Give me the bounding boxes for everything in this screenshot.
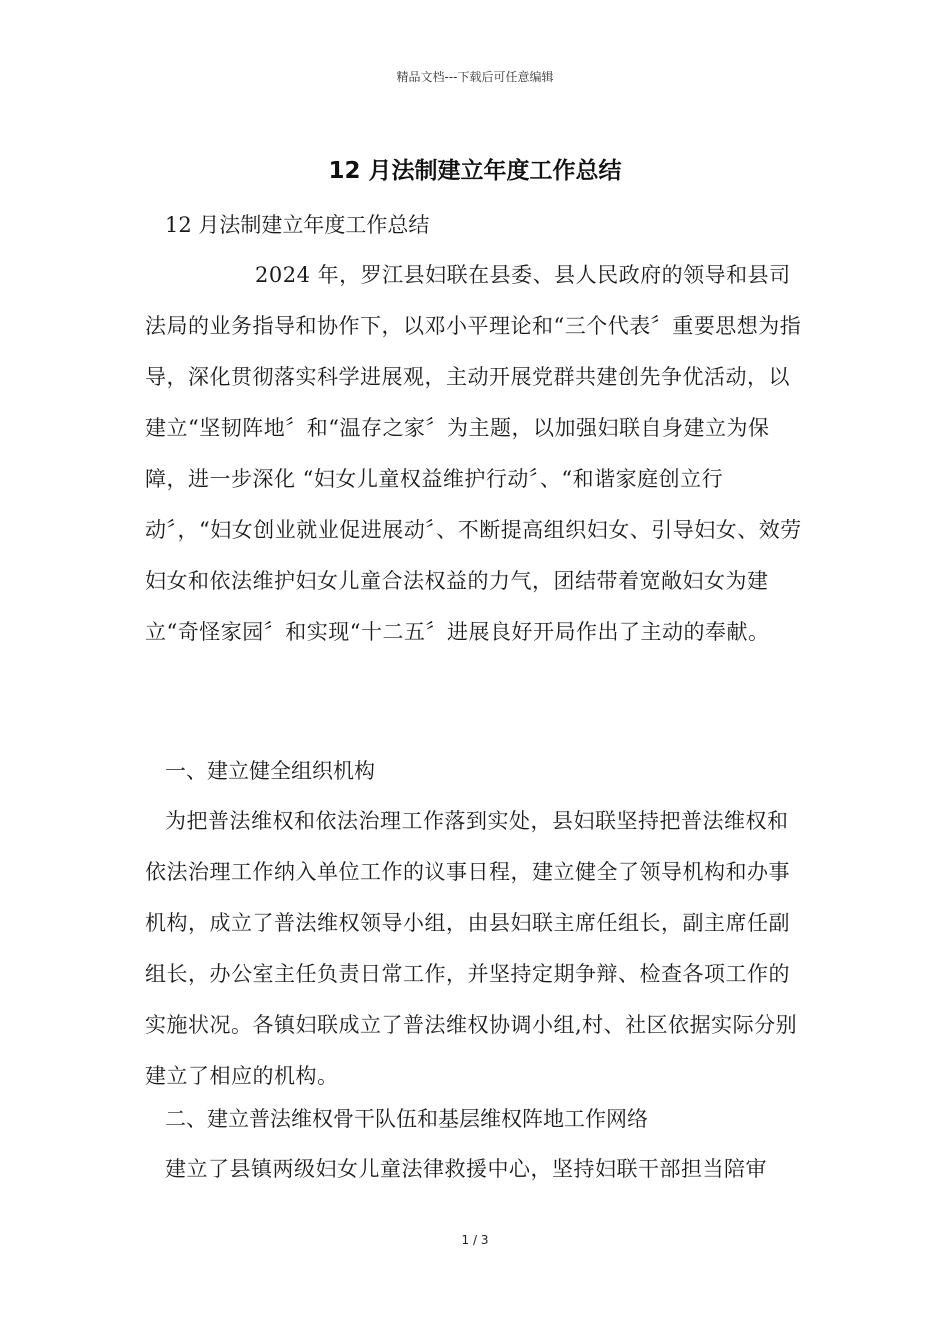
document-title: 12 月法制建立年度工作总结 <box>328 158 622 184</box>
header-note: 精品文档---下载后可任意编辑 <box>396 70 554 84</box>
document-subtitle: 12 月法制建立年度工作总结 <box>165 213 430 237</box>
section-2-heading: 二、建立普法维权骨干队伍和基层维权阵地工作网络 <box>165 1107 648 1131</box>
page-number: 1 / 3 <box>461 1233 489 1247</box>
section-1-paragraph: 为把普法维权和依法治理工作落到实处，县妇联坚持把普法维权和依法治理工作纳入单位工作的议事日程，建立健全了领导机构和办事机构，成立了普法维权领导小组，由县妇联主席任组长，副主席任副组长，办公室主任负责日常工作，并坚持定期争辩、检查各项工作的实施状况。各镇妇联成立了普法维权协调小组,村、社区依据实际分别建立了相应的机构。 <box>145 809 798 1088</box>
section-1-heading: 一、建立健全组织机构 <box>165 759 375 783</box>
section-2-paragraph: 建立了县镇两级妇女儿童法律救援中心，坚持妇联干部担当陪审 <box>165 1157 767 1181</box>
intro-paragraph: 2024 年，罗江县妇联在县委、县人民政府的领导和县司法局的业务指导和协作下，以邓小平理论和“三个代表〞重要思想为指导，深化贯彻落实科学进展观，主动开展党群共建创先争优活动，以建立“坚韧阵地〞和“温存之家〞为主题，以加强妇联自身建立为保障，进一步深化 “妇女儿童权益维护行动〞、“和谐家庭创立行动〞，“妇女创业就业促进展动〞、不断提高组织妇女、引导妇女、效劳妇女和依法维护妇女儿童合法权益的力气，团结带着宽敞妇女为建立“奇怪家园〞和实现“十二五〞进展良好开局作出了主动的奉献。 <box>145 263 802 644</box>
